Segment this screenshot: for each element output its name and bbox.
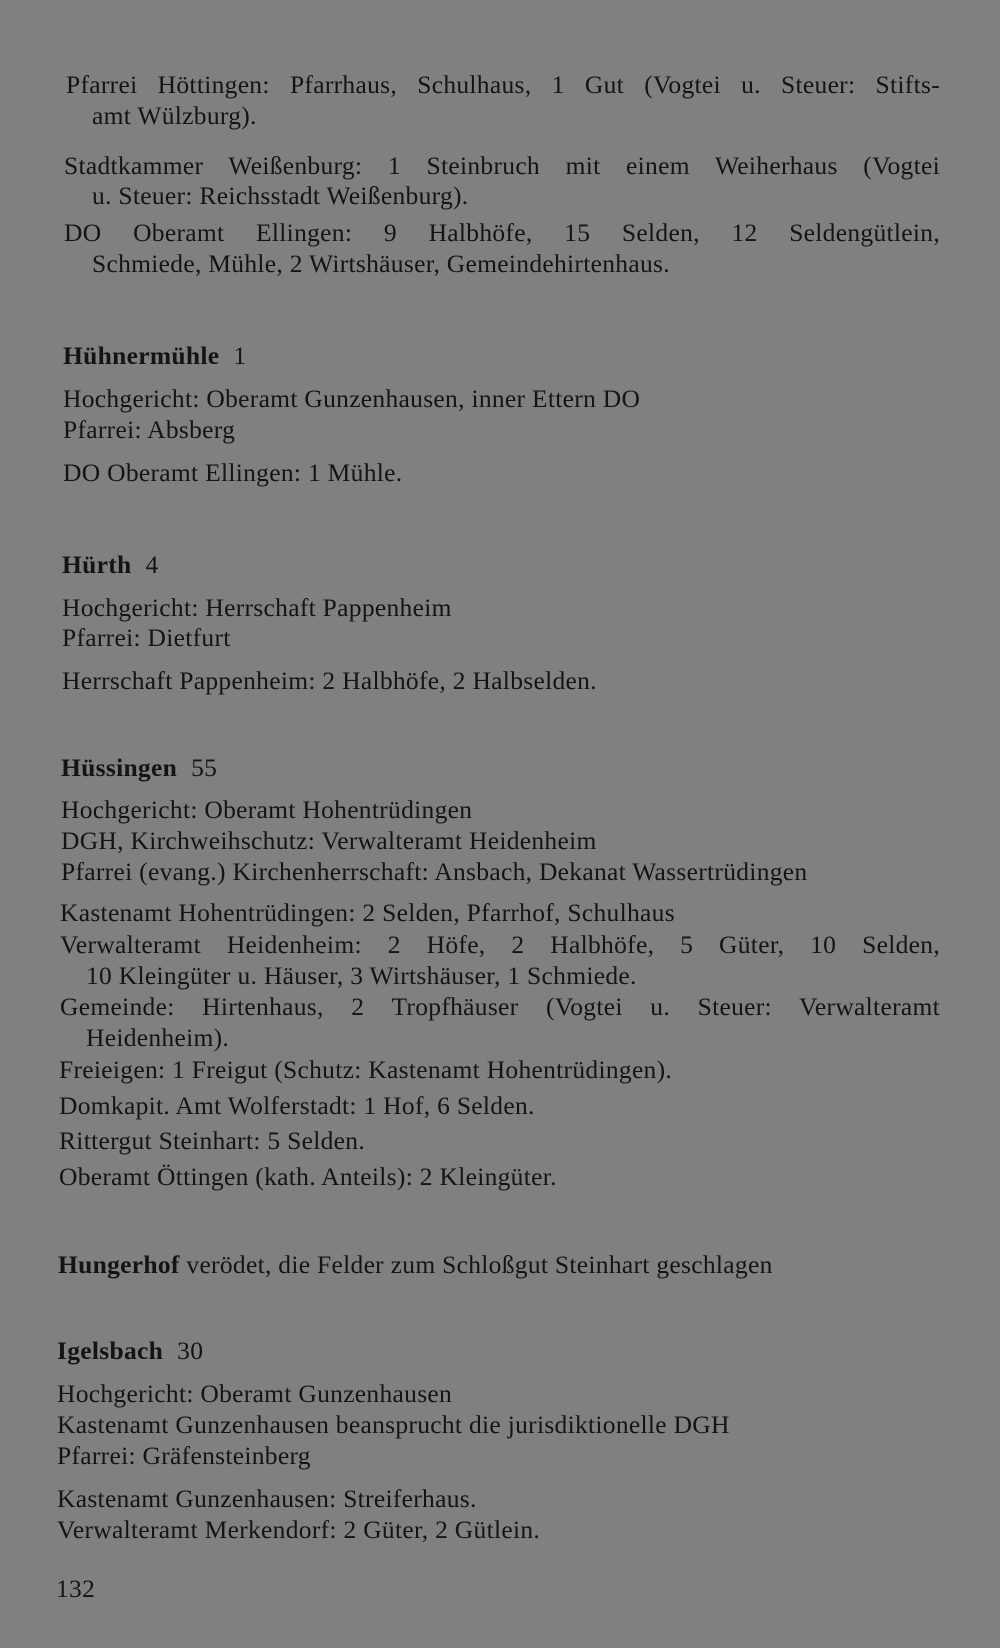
text-line: Freieigen: 1 Freigut (Schutz: Kastenamt Hohentrüdingen).	[59, 1055, 673, 1084]
place-name: Hürth	[62, 550, 132, 579]
text-line: Gemeinde: Hirtenhaus, 2 Tropfhäuser (Vogtei u. Steuer: Verwalteramt	[60, 992, 940, 1021]
entry-heading	[58, 1250, 773, 1280]
text-line: DO Oberamt Ellingen: 9 Halbhöfe, 15 Selden, 12 Seldengütlein,	[64, 218, 940, 247]
text-line: Heidenheim).	[86, 1023, 230, 1052]
text-line: Kastenamt Gunzenhausen: Streiferhaus.	[57, 1484, 477, 1513]
place-count: 55	[191, 753, 218, 782]
text-line: Oberamt Öttingen (kath. Anteils): 2 Kleingüter.	[59, 1162, 557, 1191]
place-count: 4	[145, 550, 159, 579]
text-line: Herrschaft Pappenheim: 2 Halbhöfe, 2 Halbselden.	[62, 666, 597, 695]
place-name: Hühnermühle	[63, 341, 220, 370]
place-name: Igelsbach	[57, 1336, 164, 1365]
entry-heading	[62, 550, 159, 580]
entry-heading	[63, 341, 246, 371]
text-line: Pfarrei: Dietfurt	[62, 623, 231, 652]
text-line: 10 Kleingüter u. Häuser, 3 Wirtshäuser, 1 Schmiede.	[86, 961, 637, 990]
text-line: Hochgericht: Oberamt Hohentrüdingen	[61, 795, 473, 824]
text-line: Pfarrei: Absberg	[63, 415, 236, 444]
text-line: DO Oberamt Ellingen: 1 Mühle.	[63, 458, 403, 487]
text-line: u. Steuer: Reichsstadt Weißenburg).	[92, 181, 469, 210]
text-line: Pfarrei Höttingen: Pfarrhaus, Schulhaus, 1 Gut (Vogtei u. Steuer: Stifts-	[66, 70, 940, 99]
place-note: verödet, die Felder zum Schloßgut Steinhart geschlagen	[179, 1250, 773, 1279]
place-name: Hüssingen	[61, 753, 178, 782]
text-line: DGH, Kirchweihschutz: Verwalteramt Heidenheim	[61, 826, 597, 855]
entry-heading	[61, 753, 217, 783]
place-count: 30	[177, 1336, 204, 1365]
text-line: Hochgericht: Oberamt Gunzenhausen, inner Ettern DO	[63, 384, 641, 413]
entry-heading	[57, 1336, 203, 1366]
text-line: Schmiede, Mühle, 2 Wirtshäuser, Gemeindehirtenhaus.	[92, 249, 670, 278]
page-number: 132	[56, 1574, 96, 1603]
text-line: Pfarrei (evang.) Kirchenherrschaft: Ansbach, Dekanat Wassertrüdingen	[61, 857, 808, 886]
text-line: Pfarrei: Gräfensteinberg	[57, 1441, 311, 1470]
text-line: Hochgericht: Oberamt Gunzenhausen	[57, 1379, 453, 1408]
text-line: Stadtkammer Weißenburg: 1 Steinbruch mit einem Weiherhaus (Vogtei	[64, 151, 940, 180]
text-line: Kastenamt Hohentrüdingen: 2 Selden, Pfarrhof, Schulhaus	[60, 898, 675, 927]
place-name: Hungerhof	[58, 1250, 180, 1279]
text-line: Hochgericht: Herrschaft Pappenheim	[62, 593, 452, 622]
text-line: Kastenamt Gunzenhausen beansprucht die jurisdiktionelle DGH	[57, 1410, 730, 1439]
text-line: Verwalteramt Merkendorf: 2 Güter, 2 Gütlein.	[57, 1515, 541, 1544]
text-line: Verwalteramt Heidenheim: 2 Höfe, 2 Halbhöfe, 5 Güter, 10 Selden,	[60, 930, 940, 959]
text-line: Rittergut Steinhart: 5 Selden.	[59, 1126, 365, 1155]
text-line: amt Wülzburg).	[92, 101, 257, 130]
text-line: Domkapit. Amt Wolferstadt: 1 Hof, 6 Selden.	[59, 1091, 535, 1120]
place-count: 1	[233, 341, 247, 370]
